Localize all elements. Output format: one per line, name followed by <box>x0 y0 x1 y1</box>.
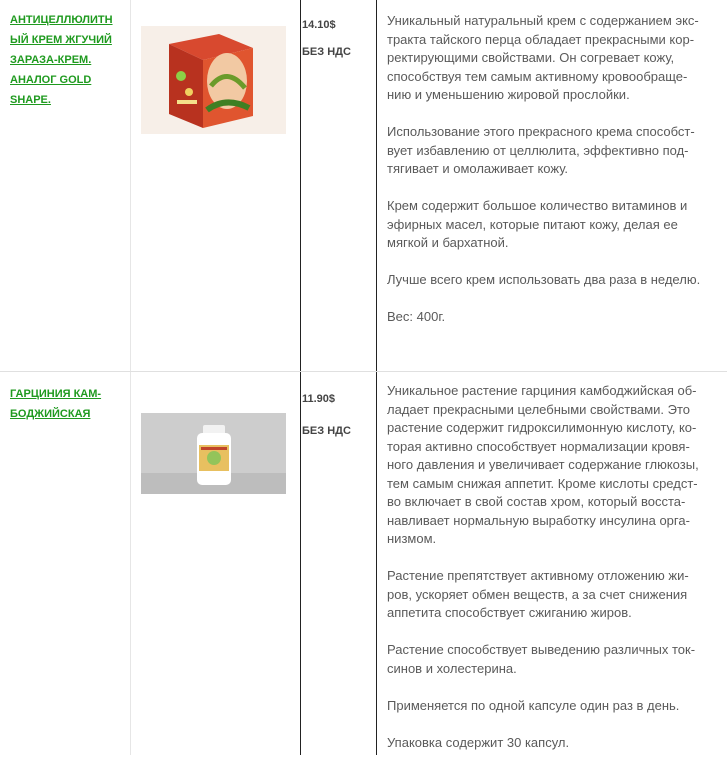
vat-label: БЕЗ НДС <box>302 425 351 437</box>
product-name-link[interactable] <box>10 10 113 110</box>
column-divider <box>300 0 301 755</box>
description-line: тракта тайского перца обладает прекрасными кор- <box>387 31 695 47</box>
description-paragraph <box>387 734 725 753</box>
description-paragraph <box>387 308 725 327</box>
description-line: Использование этого прекрасного крема способст- <box>387 124 695 139</box>
description-paragraph <box>387 382 725 549</box>
description-line: навливает нормальную выработку инсулина орга- <box>387 512 690 528</box>
description-line: вует избавлению от целлюлита, эффективно под- <box>387 142 689 158</box>
description-paragraph <box>387 567 725 623</box>
description-line: Крем содержит большое количество витаминов и <box>387 198 688 213</box>
description-line: Лучше всего крем использовать два раза в неделю. <box>387 272 701 287</box>
description-line: Уникальное растение гарциния камбоджийская об- <box>387 383 697 398</box>
description-line: Растение способствует выведению различных ток- <box>387 642 696 657</box>
description-line: синов и холестерина. <box>387 660 517 676</box>
description-line: нию и уменьшению жировой прослойки. <box>387 87 630 102</box>
cream-box-icon <box>141 26 286 134</box>
description-line: низмом. <box>387 531 437 546</box>
description-line: Вес: 400г. <box>387 309 446 324</box>
column-divider <box>130 0 131 755</box>
description-line: тягивает и омолаживает кожу. <box>387 161 569 176</box>
description-line: Применяется по одной капсуле один раз в день. <box>387 697 680 713</box>
product-description <box>387 12 725 345</box>
name-line: ЫЙ КРЕМ ЖГУЧИЙ <box>10 34 112 46</box>
description-paragraph <box>387 697 725 716</box>
description-line: торая активно способствует нормализации кровя- <box>387 438 690 454</box>
description-paragraph <box>387 271 725 290</box>
description-line: Растение препятствует активному отложению жи- <box>387 568 689 583</box>
description-line: ректирующими свойствами. Он согревает кожу, <box>387 50 675 65</box>
product-description <box>387 382 725 771</box>
description-paragraph <box>387 123 725 179</box>
description-line: способствуя тем самым активному кровообраще- <box>387 68 688 84</box>
description-line: ров, ускоряет обмен веществ, а за счет снижения <box>387 586 688 602</box>
description-paragraph <box>387 197 725 253</box>
description-paragraph <box>387 641 725 678</box>
column-divider <box>376 0 377 755</box>
description-line: Уникальный натуральный крем с содержанием экс- <box>387 13 699 28</box>
row-divider <box>0 371 727 372</box>
vat-label: БЕЗ НДС <box>302 46 351 58</box>
name-line: SHAPE. <box>10 94 51 106</box>
name-line: АНАЛОГ GOLD <box>10 74 92 86</box>
description-line: эфирных масел, которые питают кожу, делая ее <box>387 216 678 232</box>
name-line: АНТИЦЕЛЛЮЛИТН <box>10 14 113 26</box>
description-line: во включает в свой состав хром, который восста- <box>387 494 686 509</box>
description-line: Упаковка содержит 30 капсул. <box>387 734 570 750</box>
description-line: мягкой и бархатной. <box>387 235 509 250</box>
name-line: ГАРЦИНИЯ КАМ- <box>10 388 102 400</box>
name-line: ЗАРАЗА-КРЕМ. <box>10 54 92 66</box>
price: 11.90$ <box>302 393 336 405</box>
description-line: аппетита способствует сжиганию жиров. <box>387 605 632 620</box>
description-line: растение содержит гидроксилимонную кислоту, ко- <box>387 420 697 435</box>
price: 14.10$ <box>302 19 336 31</box>
description-line: ладает прекрасными целебными свойствами. Это <box>387 401 691 417</box>
description-line: тем самым снижая аппетит. Кроме кислоты средст- <box>387 475 698 491</box>
description-line: ного давления и увеличивает содержание глюкозы, <box>387 457 699 472</box>
description-paragraph <box>387 12 725 105</box>
product-name-link[interactable] <box>10 384 101 424</box>
name-line: БОДЖИЙСКАЯ <box>10 408 91 420</box>
capsule-bottle-icon <box>141 413 286 494</box>
